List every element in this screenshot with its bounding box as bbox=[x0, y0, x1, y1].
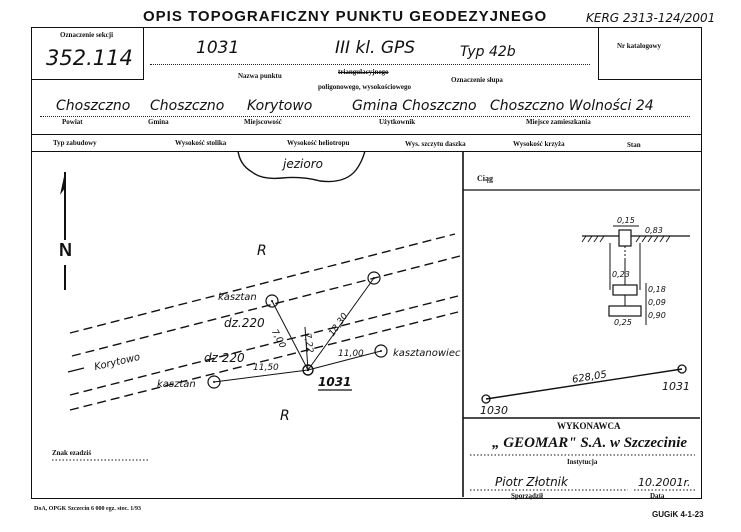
contractor-label: WYKONAWCA bbox=[557, 421, 621, 431]
miejscowosc-value: Korytowo bbox=[247, 98, 313, 114]
miejscowosc-label: Miejscowość bbox=[244, 118, 282, 126]
gmina-value: Choszczno bbox=[150, 98, 225, 114]
author-value: Piotr Złotnik bbox=[495, 475, 568, 489]
ciag-pillar: 0,23 bbox=[612, 270, 630, 279]
znak-label: Znak ezadziś bbox=[52, 449, 92, 457]
uzytkownik-label: Użytkownik bbox=[379, 118, 416, 126]
catalog-label: Nr katalogowy bbox=[617, 42, 662, 50]
ciag-depth1: 0,18 bbox=[648, 285, 666, 294]
distance-up-left: 7,00 bbox=[268, 327, 288, 351]
ciag-top-width: 0,15 bbox=[617, 216, 635, 225]
miejsce-value: Choszczno Wolności 24 bbox=[490, 98, 654, 114]
author-label: Sporządził bbox=[511, 492, 543, 500]
date-label: Data bbox=[650, 492, 665, 500]
tree-right-label: kasztanowiec bbox=[393, 348, 461, 359]
wys-krzyza-label: Wysokość krzyża bbox=[513, 140, 565, 148]
ciag-depth2: 0,09 bbox=[648, 298, 666, 307]
road-top-label: dz.220 bbox=[224, 316, 265, 330]
print-info: DoA, OPGK Szczecin 6 000 egz. stoc. 1/93 bbox=[34, 506, 141, 512]
ciag-bearing: 628,05 bbox=[571, 369, 608, 386]
reference-number: KERG 2313-124/2001 bbox=[586, 11, 716, 25]
tree-left-label: kasztan bbox=[157, 379, 196, 390]
tree-top-label: kasztan bbox=[218, 292, 257, 303]
powiat-value: Choszczno bbox=[56, 98, 131, 114]
ciag-point-left: 1030 bbox=[480, 404, 508, 417]
institution-label: Instytucja bbox=[567, 458, 598, 466]
ciag-plate: 0,25 bbox=[614, 318, 632, 327]
point-class-value: III kl. GPS bbox=[335, 38, 416, 58]
document-title: OPIS TOPOGRAFICZNY PUNKTU GEODEZYJNEGO bbox=[143, 8, 548, 25]
section-value: 352.114 bbox=[46, 46, 133, 70]
distance-left: 11,50 bbox=[253, 363, 279, 373]
wys-heliotropu-label: Wysokość heliotropu bbox=[287, 139, 350, 147]
typ-zabudowy-label: Typ zabudowy bbox=[53, 139, 97, 147]
lake-label: jezioro bbox=[283, 157, 323, 171]
contractor-name: „ GEOMAR" S.A. w Szczecinie bbox=[492, 435, 688, 451]
point-type-value: Typ 42b bbox=[460, 44, 516, 60]
marker-label: Oznaczenie słupa bbox=[451, 76, 503, 84]
stan-label: Stan bbox=[627, 141, 641, 149]
uzytkownik-value: Gmina Choszczno bbox=[352, 98, 477, 114]
village-label: Korytowo bbox=[93, 351, 142, 374]
distance-up-mid: 7,22 bbox=[301, 332, 315, 354]
form-code: GUGiK 4-1-23 bbox=[652, 510, 704, 519]
point-label: 1031 bbox=[318, 375, 352, 389]
gmina-label: Gmina bbox=[148, 118, 169, 126]
north-label: N bbox=[59, 240, 72, 260]
distance-up-right: 18,30 bbox=[327, 311, 351, 339]
point-name-label: Nazwa punktu bbox=[238, 72, 282, 80]
miejsce-label: Miejsce zamieszkania bbox=[526, 118, 591, 126]
poly-label: poligonowego, wysokościowego bbox=[318, 83, 411, 91]
wys-stolika-label: Wysokość stolika bbox=[175, 139, 227, 147]
section-label: Oznaczenie sekcji bbox=[60, 31, 114, 39]
wys-szczytu-label: Wys. szczytu daszka bbox=[405, 140, 466, 148]
field-bottom-label: R bbox=[280, 408, 290, 424]
date-value: 10.2001r. bbox=[638, 476, 691, 489]
ciag-depth3: 0,90 bbox=[648, 311, 666, 320]
field-top-label: R bbox=[257, 243, 267, 259]
triang-label: triangulacyjnego bbox=[338, 68, 389, 76]
road-bottom-label: dz 220 bbox=[204, 351, 245, 365]
distance-right: 11,00 bbox=[338, 349, 364, 359]
ciag-point-right: 1031 bbox=[662, 380, 690, 393]
ciag-label: Ciąg bbox=[477, 174, 493, 183]
ciag-top-depth: 0,83 bbox=[645, 226, 663, 235]
point-name-value: 1031 bbox=[196, 38, 240, 58]
powiat-label: Powiat bbox=[62, 118, 83, 126]
